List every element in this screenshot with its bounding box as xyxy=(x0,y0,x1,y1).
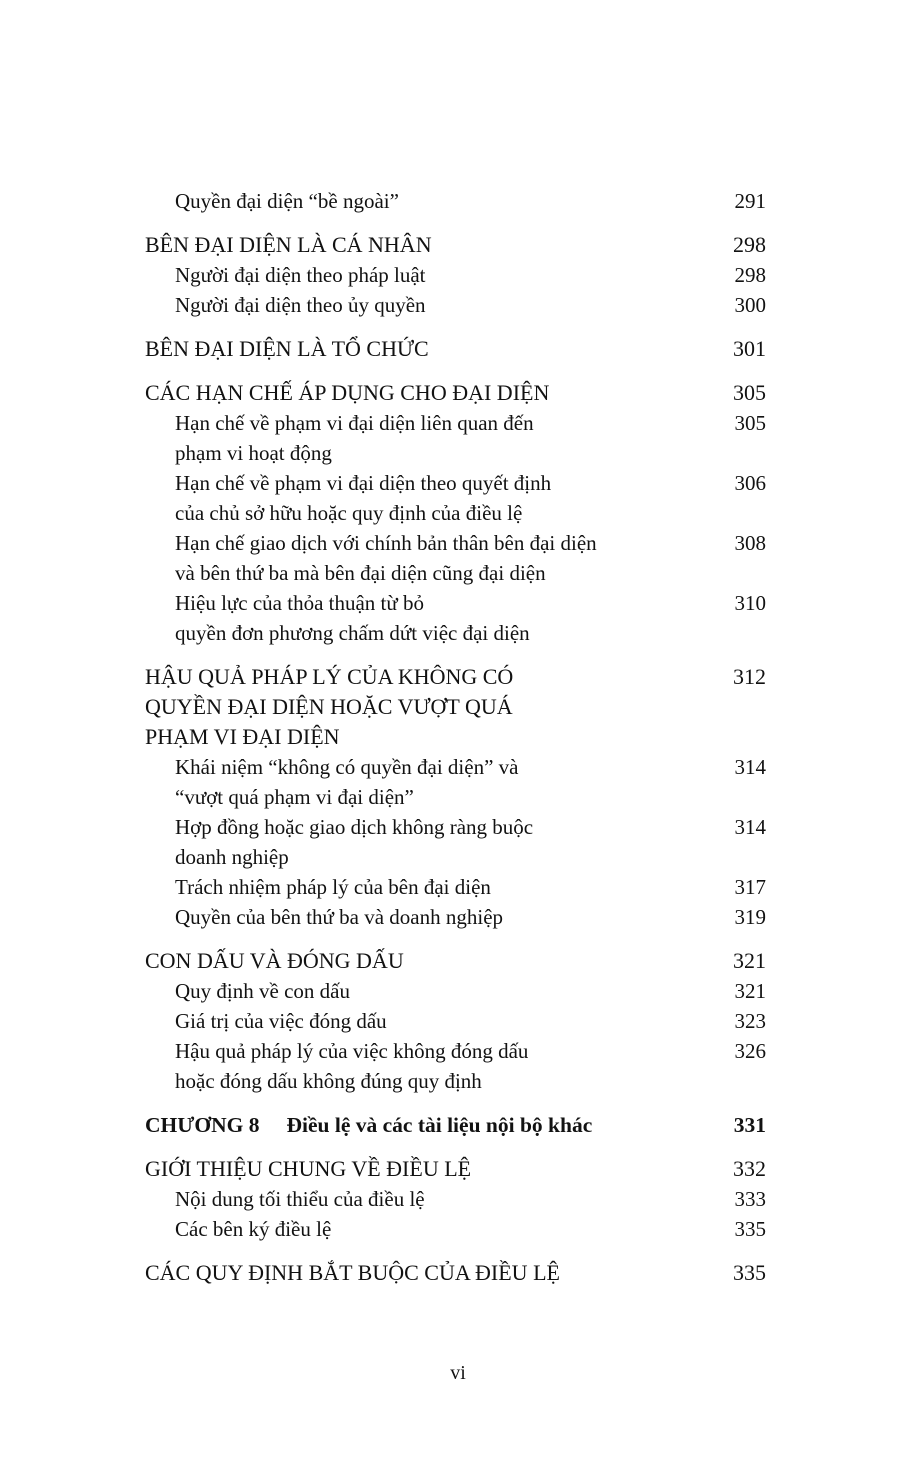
toc-entry-title xyxy=(145,1006,407,1036)
toc-entry-page: 319 xyxy=(734,905,766,929)
toc-entry-page: 300 xyxy=(734,293,766,317)
toc-entry-title xyxy=(145,528,617,588)
toc-entry-title xyxy=(145,752,538,812)
toc-entry-title xyxy=(145,588,550,648)
toc-entry xyxy=(145,752,766,812)
toc-entry xyxy=(145,812,766,872)
toc-entry-page: 301 xyxy=(733,336,766,361)
toc-entry xyxy=(145,378,766,408)
toc-entry-page: 332 xyxy=(733,1156,766,1181)
toc-entry xyxy=(145,872,766,902)
toc-entry-title xyxy=(145,186,419,216)
toc-entry-line: CÁC QUY ĐỊNH BẮT BUỘC CỦA ĐIỀU LỆ xyxy=(145,1260,560,1285)
toc-entry-page: 298 xyxy=(734,263,766,287)
chapter-title: Điều lệ và các tài liệu nội bộ khác xyxy=(286,1113,593,1137)
toc-entry-page: 335 xyxy=(733,1260,766,1285)
toc-entry xyxy=(145,290,766,320)
toc-entry-line: Trách nhiệm pháp lý của bên đại diện xyxy=(175,875,491,899)
toc-entry-title xyxy=(145,1154,491,1184)
toc-entry xyxy=(145,334,766,364)
toc-entry xyxy=(145,468,766,528)
toc-entry-page: 314 xyxy=(734,815,766,839)
toc-entry-line: Quy định về con dấu xyxy=(175,979,350,1003)
toc-entry-title xyxy=(145,408,554,468)
toc-entry-title xyxy=(145,378,569,408)
toc-entry xyxy=(145,1258,766,1288)
toc-list xyxy=(145,186,766,1288)
toc-entry-page: 291 xyxy=(734,189,766,213)
toc-entry xyxy=(145,976,766,1006)
toc-entry-line: PHẠM VI ĐẠI DIỆN xyxy=(145,724,340,749)
toc-entry xyxy=(145,1110,766,1140)
toc-entry xyxy=(145,408,766,468)
toc-entry xyxy=(145,1154,766,1184)
toc-entry xyxy=(145,528,766,588)
toc-entry-page: 298 xyxy=(733,232,766,257)
toc-entry-line: Hạn chế về phạm vi đại diện liên quan đến xyxy=(175,411,534,435)
toc-page xyxy=(145,186,766,1288)
toc-entry-page: 305 xyxy=(734,411,766,435)
toc-entry-line: của chủ sở hữu hoặc quy định của điều lệ xyxy=(175,501,523,525)
toc-entry-line: Giá trị của việc đóng dấu xyxy=(175,1009,387,1033)
toc-entry-page: 335 xyxy=(734,1217,766,1241)
toc-entry-title xyxy=(145,1258,580,1288)
toc-entry-line: HẬU QUẢ PHÁP LÝ CỦA KHÔNG CÓ xyxy=(145,664,514,689)
toc-entry xyxy=(145,662,766,752)
toc-entry-line: BÊN ĐẠI DIỆN LÀ CÁ NHÂN xyxy=(145,232,432,257)
toc-entry xyxy=(145,1006,766,1036)
toc-entry-line: CÁC HẠN CHẾ ÁP DỤNG CHO ĐẠI DIỆN xyxy=(145,380,550,405)
toc-entry-title xyxy=(145,334,449,364)
toc-entry-page: 314 xyxy=(734,755,766,779)
toc-entry xyxy=(145,230,766,260)
toc-entry-page: 323 xyxy=(734,1009,766,1033)
toc-entry-page: 312 xyxy=(733,664,766,689)
toc-entry-title xyxy=(145,1110,612,1140)
toc-entry-line: Hiệu lực của thỏa thuận từ bỏ xyxy=(175,591,425,615)
toc-entry xyxy=(145,1184,766,1214)
toc-entry-page: 333 xyxy=(734,1187,766,1211)
toc-entry-line: phạm vi hoạt động xyxy=(175,441,332,465)
toc-entry-line: quyền đơn phương chấm dứt việc đại diện xyxy=(175,621,530,645)
toc-entry-page: 306 xyxy=(734,471,766,495)
toc-entry-page: 317 xyxy=(734,875,766,899)
toc-entry xyxy=(145,1036,766,1096)
toc-entry xyxy=(145,186,766,216)
toc-entry-title xyxy=(145,662,533,752)
toc-entry-line: GIỚI THIỆU CHUNG VỀ ĐIỀU LỆ xyxy=(145,1156,472,1181)
toc-entry-page: 321 xyxy=(734,979,766,1003)
toc-entry-title xyxy=(145,468,571,528)
toc-entry-line: BÊN ĐẠI DIỆN LÀ TỔ CHỨC xyxy=(145,336,429,361)
toc-entry-page: 321 xyxy=(733,948,766,973)
toc-entry-page: 326 xyxy=(734,1039,766,1063)
toc-entry-line: QUYỀN ĐẠI DIỆN HOẶC VƯỢT QUÁ xyxy=(145,694,513,719)
toc-entry-line: Quyền của bên thứ ba và doanh nghiệp xyxy=(175,905,504,929)
toc-entry-title xyxy=(145,872,511,902)
toc-entry-title xyxy=(145,1214,351,1244)
toc-entry-title xyxy=(145,290,446,320)
toc-entry-title xyxy=(145,902,523,932)
page-footer-number: vi xyxy=(450,1362,466,1384)
toc-entry-line: Người đại diện theo pháp luật xyxy=(175,263,426,287)
toc-entry-line: Người đại diện theo ủy quyền xyxy=(175,293,426,317)
toc-entry xyxy=(145,946,766,976)
toc-entry-page: 308 xyxy=(734,531,766,555)
toc-entry-line: “vượt quá phạm vi đại diện” xyxy=(175,785,414,809)
toc-entry-line: Hạn chế về phạm vi đại diện theo quyết định xyxy=(175,471,552,495)
toc-entry-title xyxy=(145,812,553,872)
toc-entry-page: 331 xyxy=(733,1113,766,1137)
toc-entry-line: Các bên ký điều lệ xyxy=(175,1217,332,1241)
toc-entry-title xyxy=(145,976,370,1006)
toc-entry-line: Nội dung tối thiểu của điều lệ xyxy=(175,1187,425,1211)
chapter-label: CHƯƠNG 8 xyxy=(145,1113,260,1137)
toc-entry-line: hoặc đóng dấu không đúng quy định xyxy=(175,1069,482,1093)
toc-entry-line: Hợp đồng hoặc giao dịch không ràng buộc xyxy=(175,815,534,839)
toc-entry-line: doanh nghiệp xyxy=(175,845,289,869)
toc-entry-page: 305 xyxy=(733,380,766,405)
toc-entry-line: Quyền đại diện “bề ngoài” xyxy=(175,189,399,213)
toc-entry-line xyxy=(145,1110,592,1140)
toc-entry xyxy=(145,588,766,648)
toc-entry-title xyxy=(145,260,446,290)
toc-entry-line: Khái niệm “không có quyền đại diện” và xyxy=(175,755,519,779)
toc-entry xyxy=(145,902,766,932)
toc-entry-title xyxy=(145,1036,548,1096)
toc-entry-line: CON DẤU VÀ ĐÓNG DẤU xyxy=(145,948,404,973)
toc-entry xyxy=(145,260,766,290)
toc-entry-line: và bên thứ ba mà bên đại diện cũng đại diện xyxy=(175,561,546,585)
toc-entry-line: Hạn chế giao dịch với chính bản thân bên đại diện xyxy=(175,531,597,555)
toc-entry-title xyxy=(145,1184,445,1214)
toc-entry-title xyxy=(145,230,452,260)
toc-entry-title xyxy=(145,946,424,976)
toc-entry-page: 310 xyxy=(734,591,766,615)
toc-entry-line: Hậu quả pháp lý của việc không đóng dấu xyxy=(175,1039,529,1063)
toc-entry xyxy=(145,1214,766,1244)
